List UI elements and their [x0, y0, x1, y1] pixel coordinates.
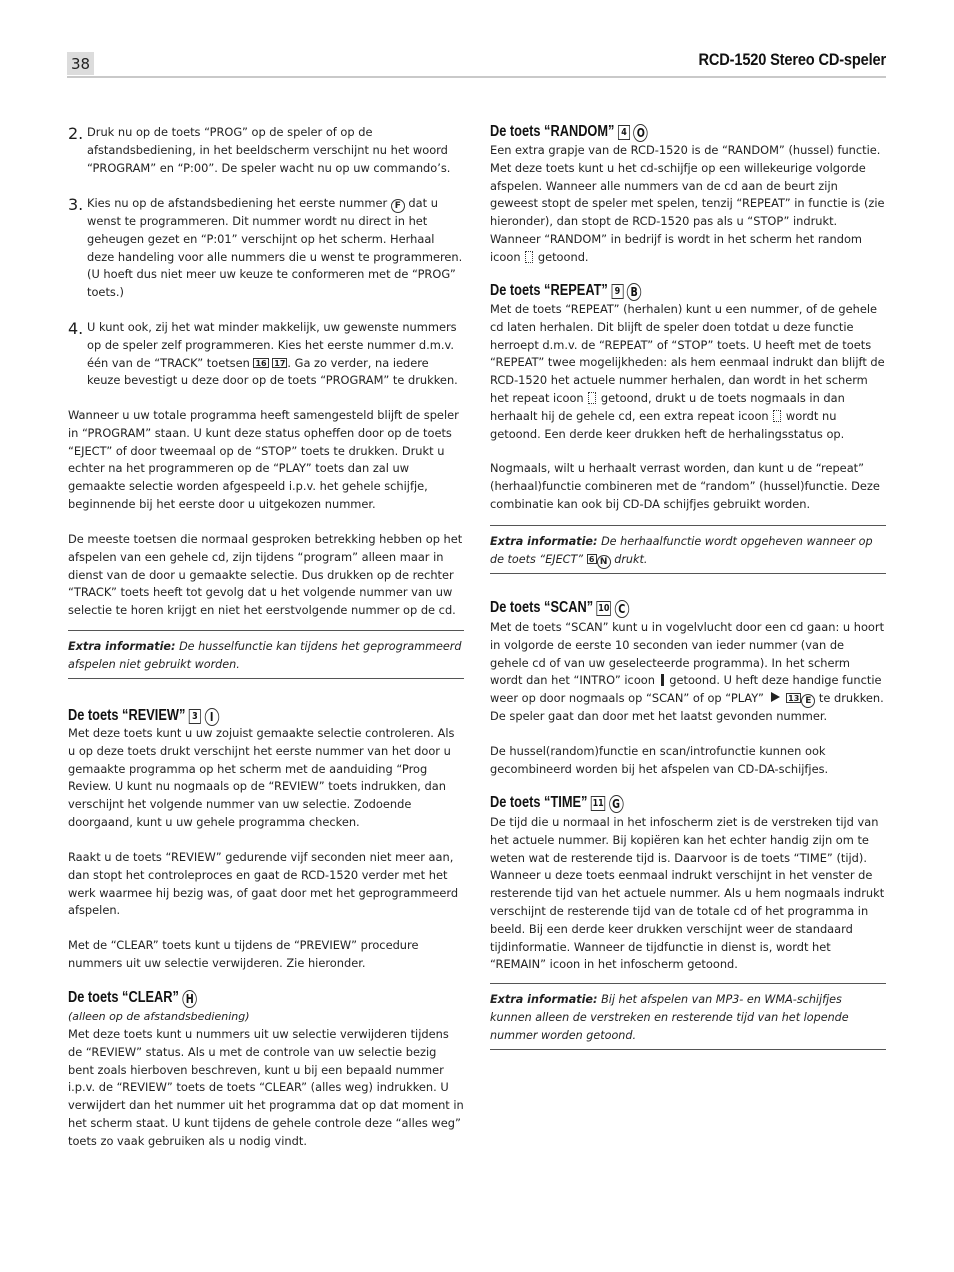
review-heading — [68, 706, 219, 726]
note-text: drukt. — [614, 552, 648, 566]
clear-heading — [68, 988, 197, 1008]
text-part: te drukken. De speler gaat dan door met het laatst gevonden nummer. — [490, 691, 884, 724]
remote-key-o-icon: O — [634, 124, 648, 142]
page-number: 38 — [67, 52, 94, 75]
extra-info-note — [68, 630, 464, 679]
time-paragraph: De tijd die u normaal in het infoscherm ziet is de verstreken tijd van het actuele nummer. Bij kopiëren kan het echter handig zijn om te weten wat de resterende tijd is. Daarvoor is de toets “TIME” (tijd). Wanneer u deze toets eenmaal indrukt verschijnt in het venster de resterende tijd van het actuele nummer. Als u hem nogmaals indrukt verschijnt de resterende tijd van de totale cd of het programma in beeld. Bij een derde keer drukken verschijnt weer de standaard tijdinformatie. Wanneer de tijdfunctie in dienst is, wordt het “REMAIN” icoon in het infoscherm getoond. — [490, 815, 885, 972]
clear-paragraph: Met deze toets kunt u nummers uit uw selectie verwijderen tijdens de “REVIEW” status. Als u met de controle van uw selectie bezig bent zoals hierboven beschreven, kunt u bij een bepaald nummer i.p.v. de “REVIEW” toets de toets “CLEAR” (alles weg) indrukken. U verwijdert dan het nummer uit het programma dat op dat moment in het scherm staat. U kunt tijdens de gehele controle deze “alles weg” toets zo vaak gebruiken als u nodig vindt. — [68, 1027, 464, 1148]
note-text: Bij het afspelen van MP3- en WMA-schijfjes kunnen alleen de verstreken en resterende tijd van het lopende nummer worden getoond. — [490, 993, 849, 1042]
extra-info-note — [490, 525, 886, 574]
step-text — [87, 319, 464, 390]
repeat-heading — [490, 281, 641, 301]
random-icon — [525, 251, 533, 263]
step-4 — [68, 319, 464, 390]
step-text-part: . Ga zo verder, na iedere keuze bevestigt u deze door op de toets “PROGRAM” te drukken. — [87, 355, 458, 388]
text-part: Met de toets “SCAN” kunt u in vogelvlucht door een cd gaan: u hoort in volgorde de eerste 10 seconden van ieder nummer (van de gehele cd of van uw geselecteerde programma). In het scherm wordt dan het “INTRO” icoon — [490, 620, 885, 688]
heading-text: De toets “REVIEW” — [68, 707, 186, 724]
key-10-icon: 10 — [598, 603, 610, 614]
review-paragraph-1: Met deze toets kunt u uw zojuist gemaakte selectie controleren. Als u op deze toets drukt verschijnt het eerste nummer van het door u gemaakte programma op het scherm met de aanduiding “Prog Review. U kunt nu nogmaals op de “REVIEW” toets indrukken, dan verschijnt het volgende nummer van uw selectie. Zodoende doorgaand, kunt u uw gehele programma checken. — [68, 726, 455, 829]
step-text-part: U kunt ook, zij het wat minder makkelijk, uw gewenste nummers op de speler zelf programmeren. Kies het eerste nummer d.m.v. één van de “TRACK” toetsen — [87, 320, 457, 370]
key-3-icon: 3 — [189, 709, 201, 724]
remote-key-c-icon: C — [615, 600, 629, 618]
text-part: Met de toets “REPEAT” (herhalen) kunt u een nummer, of de gehele cd laten herhalen. Dit blijft de speler doen totdat u deze functie herroept d.m.v. de “REPEAT” of “STOP” toets. U heeft met de toets “REPEAT” twee mogelijkheden: als hem eenmaal indrukt dan blijft de RCD-1520 het actuele nummer herhalen, dan wordt in het scherm het repeat icoon — [490, 302, 885, 405]
scan-paragraph-1 — [490, 619, 886, 726]
step-text-part: Kies nu op de afstandsbediening het eerste nummer — [87, 196, 388, 210]
scan-heading — [490, 598, 629, 618]
time-heading — [490, 793, 623, 813]
remote-key-b-icon: B — [627, 283, 641, 301]
intro-icon — [661, 674, 664, 686]
random-paragraph — [490, 142, 886, 267]
note-label: Extra informatie: — [68, 640, 176, 653]
remote-key-f-icon: F — [391, 199, 405, 213]
text-part: Een extra grapje van de RCD-1520 is de “RANDOM” (hussel) functie. Met deze toets kunt u het cd-schijfje op een willekeurige volgorde afspelen. Wanneer alle nummers van de cd aan de beurt zijn geweest stopt de speler met spelen, tenzij “REPEAT” in functie is (zie hieronder), dan stopt de RCD-1520 pas als u “STOP” indrukt. Wanneer “RANDOM” in bedrijf is wordt in het scherm het random icoon — [490, 143, 885, 264]
program-paragraph: Wanneer u uw totale programma heeft samengesteld blijft de speler in “PROGRAM” staan. U kunt deze status opheffen door op de toets “EJECT” of door tweemaal op de “STOP” toets te drukken. Drukt u echter na het programmeren op de “PLAY” toets dan zal uw gemaakte selectie worden afgespeeld i.p.v. het gehele schijfje, beginnende bij het eerste door u uitgekozen nummer. — [68, 408, 459, 511]
repeat-paragraph-2: Nogmaals, wilt u herhaalt verrast worden, dan kunt u de “repeat” (herhaal)functie combineren met de “random” (hussel)functie. Deze combinatie kan ook bij CD-DA schijfjes gebruikt worden. — [490, 461, 880, 511]
header-divider — [67, 76, 886, 78]
extra-info-note — [490, 983, 886, 1050]
remote-key-g-icon: G — [609, 795, 623, 813]
note-label: Extra informatie: — [490, 535, 598, 548]
remote-key-e-icon: E — [801, 694, 815, 708]
track-key-16-icon: 16 — [255, 358, 267, 368]
text-part: getoond. — [537, 249, 589, 264]
step-text-part: dat u wenst te programmeren. Dit nummer wordt nu direct in het geheugen gezet en “P:01” verschijnt op het scherm. Herhaal deze handeling voor alle nummers die u wenst te programmeren. (U hoeft dus niet meer uw keuze te conformeren met de “PROG” toets.) — [87, 196, 463, 300]
heading-text: De toets “REPEAT” — [490, 282, 608, 299]
repeat-one-icon — [588, 392, 596, 404]
key-11-icon: 11 — [592, 798, 604, 809]
key-6-icon: 6 — [587, 554, 597, 564]
step-text — [87, 195, 464, 302]
note-label: Extra informatie: — [490, 993, 598, 1006]
text-part: wordt nu getoond. Een derde keer drukken heft de herhalingsstatus op. — [490, 408, 845, 441]
review-paragraph-3: Met de “CLEAR” toets kunt u tijdens de “PREVIEW” procedure nummers uit uw selectie verwijderen. Zie hieronder. — [68, 938, 419, 970]
clear-subtitle: (alleen op de afstandsbediening) — [68, 1010, 250, 1023]
track-key-17-icon: 17 — [274, 358, 286, 368]
document-title: RCD-1520 Stereo CD-speler — [698, 50, 886, 69]
scan-paragraph-2: De hussel(random)functie en scan/introfunctie kunnen ook gecombineerd worden bij het afspelen van CD-DA-schijfjes. — [490, 744, 829, 776]
remote-key-h-icon: H — [183, 990, 197, 1008]
step-2 — [68, 124, 464, 177]
text-part: getoond. U heft deze handige functie weer op door nogmaals op “SCAN” of op “PLAY” — [490, 673, 882, 706]
step-3 — [68, 195, 464, 302]
remote-key-n-icon: N — [597, 555, 611, 569]
step-text: Druk nu op de toets “PROG” op de speler of op de afstandsbediening, in het beeldscherm verschijnt nu het woord “PROGRAM” en “P:00”. De speler wacht nu op uw commando’s. — [87, 125, 451, 175]
key-9-icon: 9 — [611, 284, 623, 299]
play-icon — [771, 692, 780, 702]
key-4-icon: 4 — [618, 125, 630, 140]
key-13-icon: 13 — [788, 694, 800, 704]
note-text: De husselfunctie kan tijdens het geprogrammeerd afspelen niet gebruikt worden. — [68, 640, 462, 671]
text-part: getoond, drukt u de toets nogmaals in dan herhaalt hij de gehele cd, een extra repeat icoon — [490, 390, 845, 423]
program-tracks-paragraph: De meeste toetsen die normaal gesproken betrekking hebben op het afspelen van een gehele cd, zijn tijdens “program” alleen maar in dienst van de door u gemaakte selectie. Dus drukken op de rechter “TRACK” toets heeft tot gevolg dat u het volgende nummer van uw selectie te horen krijgt en niet het eerstvolgende nummer op de cd. — [68, 532, 463, 618]
random-heading — [490, 122, 648, 142]
repeat-paragraph-1 — [490, 301, 886, 443]
heading-text: De toets “CLEAR” — [68, 989, 179, 1006]
remote-key-i-icon: I — [204, 708, 218, 726]
step-number: 3. — [68, 195, 84, 214]
step-number: 2. — [68, 124, 84, 143]
heading-text: De toets “RANDOM” — [490, 123, 615, 140]
heading-text: De toets “TIME” — [490, 794, 588, 811]
heading-text: De toets “SCAN” — [490, 599, 594, 616]
note-text: De herhaalfunctie wordt opgeheven wanneer op de toets “EJECT” — [490, 535, 873, 566]
review-paragraph-2: Raakt u de toets “REVIEW” gedurende vijf seconden niet meer aan, dan stopt het controleproces en gaat de RCD-1520 verder met het werk waarmee hij bezig was, of gaat door met het geprogrammeerd afspelen. — [68, 850, 459, 918]
step-number: 4. — [68, 319, 84, 338]
repeat-all-icon — [773, 410, 781, 422]
